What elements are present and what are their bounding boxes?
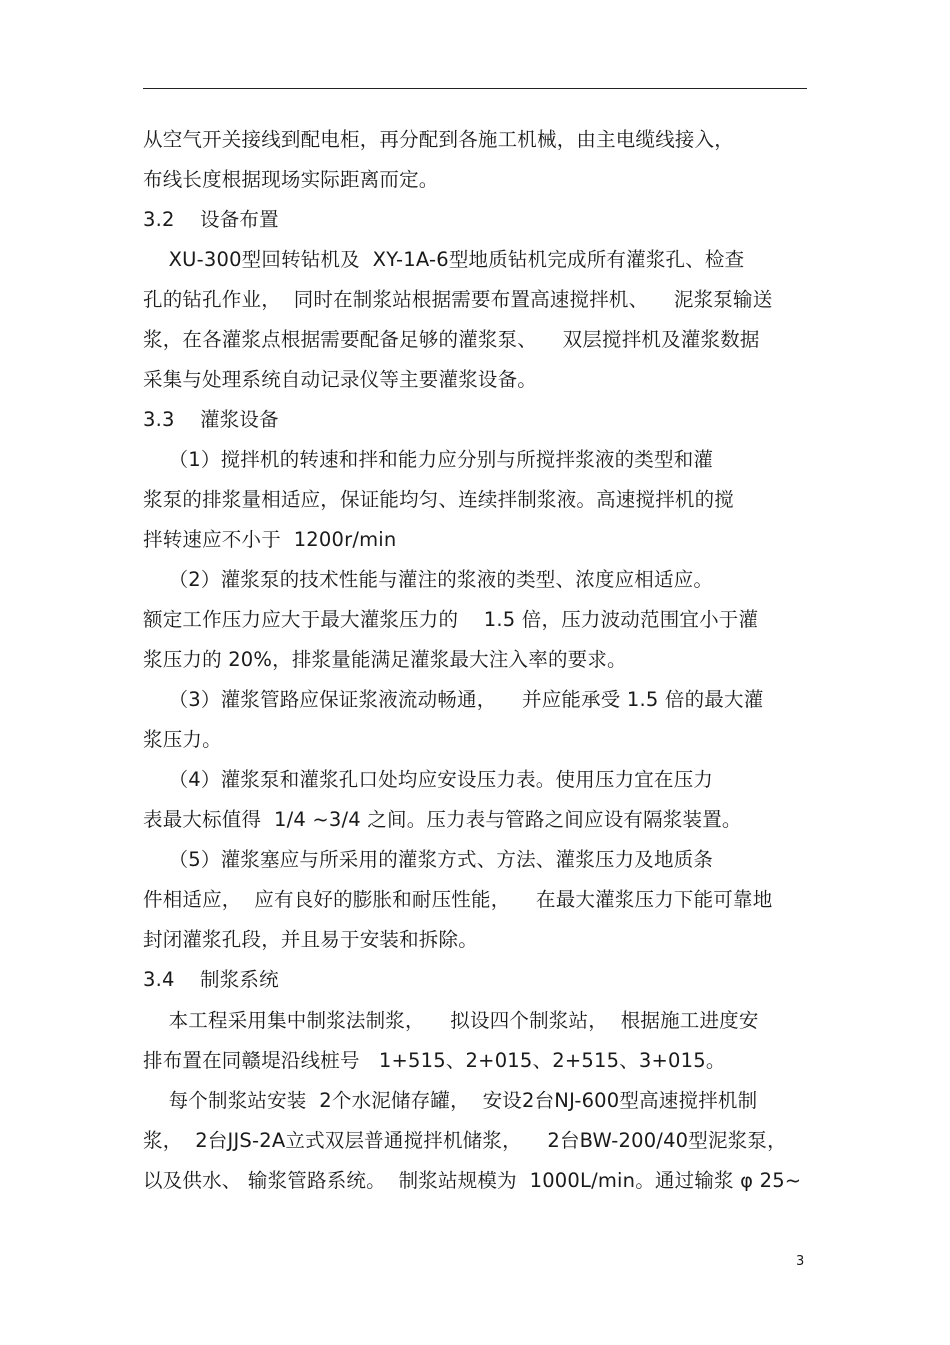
paragraph-line: （4）灌浆泵和灌浆孔口处均应安设压力表。使用压力宜在压力: [143, 768, 714, 791]
paragraph-line: 每个制浆站安装 2个水泥储存罐， 安设2台NJ-600型高速搅拌机制: [143, 1089, 758, 1112]
section-heading-3-2: [143, 208, 279, 232]
section-number: 3.2: [143, 208, 175, 231]
paragraph-line: 排布置在同赣堤沿线桩号 1+515、2+015、2+515、3+015。: [143, 1049, 726, 1072]
paragraph-line: 浆泵的排浆量相适应，保证能均匀、连续拌制浆液。高速搅拌机的搅: [143, 488, 735, 511]
paragraph-line: 布线长度根据现场实际距离而定。: [143, 168, 439, 191]
section-number: 3.4: [143, 968, 175, 991]
section-number: 3.3: [143, 408, 175, 431]
paragraph-line: 以及供水、 输浆管路系统。 制浆站规模为 1000L/min。通过输浆 φ 25~: [143, 1169, 802, 1192]
header-rule: [143, 88, 807, 89]
paragraph-line: 封闭灌浆孔段，并且易于安装和拆除。: [143, 928, 478, 951]
paragraph-line: 本工程采用集中制浆法制浆， 拟设四个制浆站， 根据施工进度安: [143, 1009, 759, 1032]
paragraph-line: 浆， 2台JJS-2A立式双层普通搅拌机储浆， 2台BW-200/40型泥浆泵，: [143, 1129, 787, 1152]
paragraph-line: 额定工作压力应大于最大灌浆压力的 1.5 倍，压力波动范围宜小于灌: [143, 608, 759, 631]
paragraph-line: （3）灌浆管路应保证浆液流动畅通， 并应能承受 1.5 倍的最大灌: [143, 688, 764, 711]
paragraph-line: （2）灌浆泵的技术性能与灌注的浆液的类型、浓度应相适应。: [143, 568, 714, 591]
paragraph-line: 孔的钻孔作业， 同时在制浆站根据需要布置高速搅拌机、 泥浆泵输送: [143, 288, 773, 311]
section-title: 设备布置: [200, 208, 279, 231]
paragraph-line: 表最大标值得 1/4 ~3/4 之间。压力表与管路之间应设有隔浆装置。: [143, 808, 742, 831]
page-number: 3: [796, 1254, 805, 1269]
paragraph-line: 浆压力的 20%，排浆量能满足灌浆最大注入率的要求。: [143, 648, 627, 671]
paragraph-line: 采集与处理系统自动记录仪等主要灌浆设备。: [143, 368, 538, 391]
paragraph-line: 从空气开关接线到配电柜，再分配到各施工机械，由主电缆线接入，: [143, 128, 735, 151]
paragraph-line: 浆压力。: [143, 728, 222, 751]
section-title: 灌浆设备: [200, 408, 279, 431]
paragraph-line: 浆，在各灌浆点根据需要配备足够的灌浆泵、 双层搅拌机及灌浆数据: [143, 328, 760, 351]
paragraph-line: XU-300型回转钻机及 XY-1A-6型地质钻机完成所有灌浆孔、检查: [143, 248, 745, 271]
section-heading-3-3: [143, 408, 279, 432]
paragraph-line: （1）搅拌机的转速和拌和能力应分别与所搅拌浆液的类型和灌: [143, 448, 714, 471]
section-title: 制浆系统: [200, 968, 279, 991]
paragraph-line: 拌转速应不小于 1200r/min: [143, 528, 397, 551]
paragraph-line: 件相适应， 应有良好的膨胀和耐压性能， 在最大灌浆压力下能可靠地: [143, 888, 773, 911]
section-heading-3-4: [143, 968, 279, 992]
paragraph-line: （5）灌浆塞应与所采用的灌浆方式、方法、灌浆压力及地质条: [143, 848, 714, 871]
